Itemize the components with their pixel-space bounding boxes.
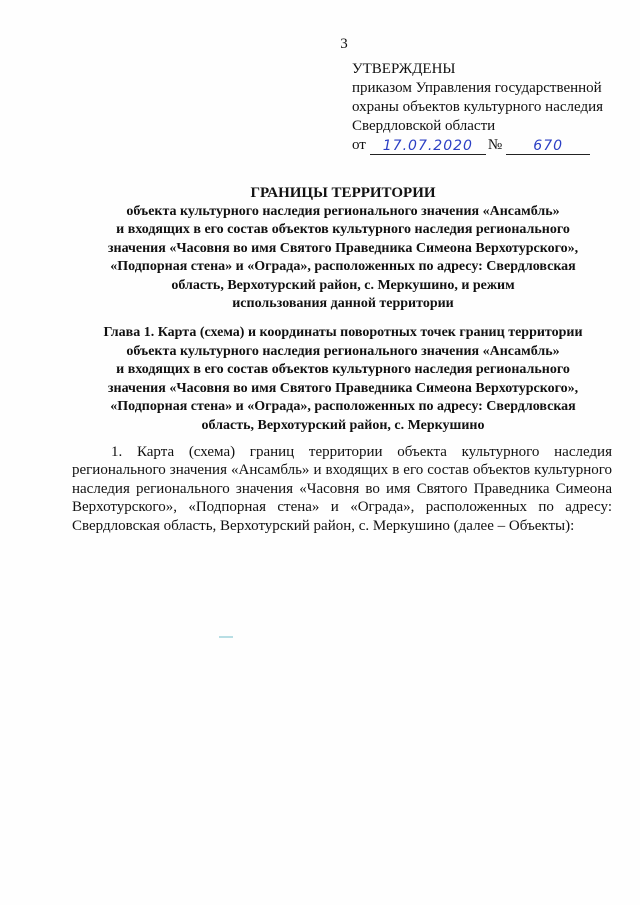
- document-title: [70, 184, 616, 314]
- chapter-line: объекта культурного наследия регионального значения «Ансамбль»: [126, 343, 560, 359]
- approval-date-number-line: [352, 136, 632, 155]
- chapter-heading: [70, 324, 616, 435]
- title-line: область, Верхотурский район, с. Меркушино, и режим: [171, 277, 515, 293]
- chapter-line: значения «Часовня во имя Святого Праведника Симеона Верхотурского»,: [107, 380, 579, 396]
- approval-heading: УТВЕРЖДЕНЫ: [352, 61, 456, 77]
- chapter-line: и входящих в его состав объектов культурного наследия регионального: [116, 362, 570, 377]
- approval-line-2: охраны объектов культурного наследия: [352, 99, 604, 115]
- scan-artifact: [219, 636, 233, 638]
- approval-date: 17.07.2020: [370, 138, 486, 155]
- approval-stamp: [352, 60, 632, 155]
- title-line: и входящих в его состав объектов культурного наследия регионального: [116, 222, 570, 237]
- approval-number: 670: [506, 138, 590, 155]
- approval-line-1: приказом Управления государственной: [352, 80, 602, 96]
- approval-line-3: Свердловской области: [352, 118, 496, 134]
- approval-from-label: от: [352, 137, 366, 153]
- title-line: значения «Часовня во имя Святого Праведника Симеона Верхотурского»,: [107, 240, 579, 256]
- approval-number-label: №: [487, 137, 503, 153]
- chapter-line: «Подпорная стена» и «Ограда», расположенных по адресу: Свердловская: [110, 399, 576, 414]
- chapter-line: Глава 1. Карта (схема) и координаты поворотных точек границ территории: [103, 325, 583, 340]
- chapter-line: область, Верхотурский район, с. Меркушино: [201, 417, 485, 433]
- page-number: 3: [340, 36, 348, 52]
- title-line: использования данной территории: [232, 296, 454, 311]
- title-main: ГРАНИЦЫ ТЕРРИТОРИИ: [250, 185, 436, 201]
- title-line: объекта культурного наследия регионального значения «Ансамбль»: [126, 203, 560, 219]
- title-line: «Подпорная стена» и «Ограда», расположенных по адресу: Свердловская: [110, 259, 576, 274]
- paragraph-1: 1. Карта (схема) границ территории объекта культурного наследия регионального значения «Ансамбль» и входящих в его состав объектов культурного наследия регионального значения «Часовня во имя Святого Праведника Симеона Верхотурского», «Подпорная стена» и «Ограда», расположенных по адресу: Свердловская область, Верхотурский район, с. Меркушино (далее – Объекты):: [72, 444, 612, 534]
